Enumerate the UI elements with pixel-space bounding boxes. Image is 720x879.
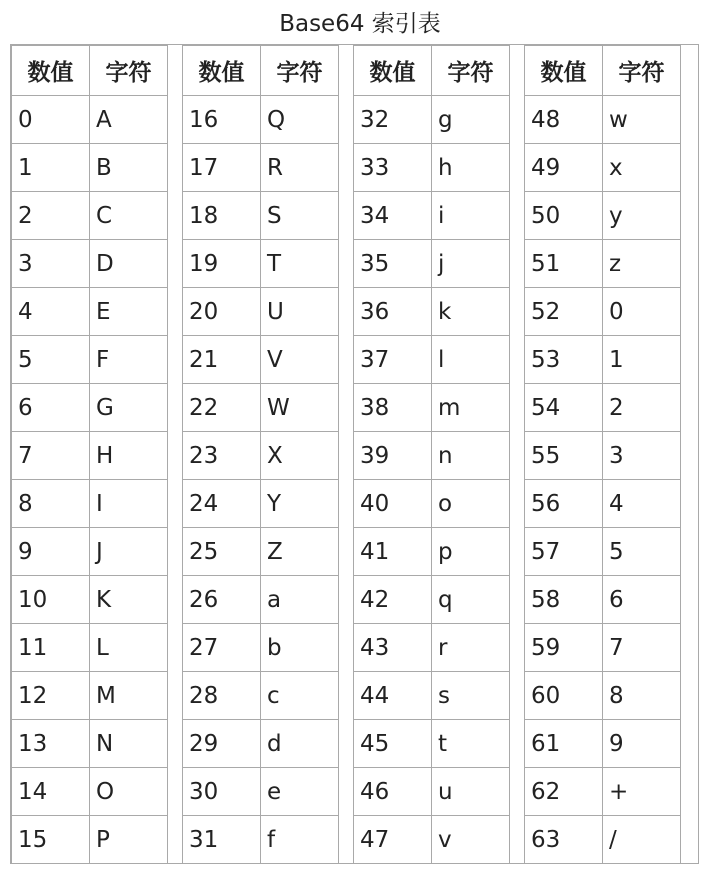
value-cell: 62 [524,767,603,816]
value-cell: 12 [11,671,90,720]
table-row [524,815,680,863]
header-value: 数值 [11,45,90,96]
value-cell: 41 [353,527,432,576]
table-row [182,383,338,431]
table-row [524,527,680,575]
table-row [353,191,509,239]
char-cell: m [431,383,510,432]
char-cell: q [431,575,510,624]
char-cell: + [602,767,681,816]
table-row [182,431,338,479]
value-cell: 29 [182,719,261,768]
table-row [182,575,338,623]
char-cell: L [89,623,168,672]
char-cell: / [602,815,681,864]
value-cell: 18 [182,191,261,240]
char-cell: 9 [602,719,681,768]
table-row [524,383,680,431]
char-cell: B [89,143,168,192]
header-row [353,45,509,95]
table-row [182,527,338,575]
header-row [182,45,338,95]
char-cell: z [602,239,681,288]
value-cell: 56 [524,479,603,528]
table-row [182,623,338,671]
value-cell: 19 [182,239,261,288]
value-cell: 17 [182,143,261,192]
base64-index-table [10,44,699,864]
table-row [353,95,509,143]
value-cell: 47 [353,815,432,864]
value-cell: 27 [182,623,261,672]
table-row [182,815,338,863]
value-cell: 11 [11,623,90,672]
char-cell: J [89,527,168,576]
column-group [11,45,167,863]
table-row [353,335,509,383]
value-cell: 33 [353,143,432,192]
value-cell: 13 [11,719,90,768]
value-cell: 25 [182,527,261,576]
table-row [11,95,167,143]
char-cell: S [260,191,339,240]
value-cell: 22 [182,383,261,432]
value-cell: 45 [353,719,432,768]
char-cell: i [431,191,510,240]
table-row [182,239,338,287]
char-cell: Z [260,527,339,576]
header-char: 字符 [89,45,168,96]
column-group [524,45,680,863]
char-cell: l [431,335,510,384]
char-cell: A [89,95,168,144]
value-cell: 50 [524,191,603,240]
table-row [11,815,167,863]
value-cell: 39 [353,431,432,480]
char-cell: w [602,95,681,144]
char-cell: E [89,287,168,336]
table-row [182,479,338,527]
table-row [524,191,680,239]
table-row [353,527,509,575]
header-value: 数值 [182,45,261,96]
value-cell: 23 [182,431,261,480]
header-char: 字符 [431,45,510,96]
table-grid [11,45,698,863]
char-cell: k [431,287,510,336]
char-cell: e [260,767,339,816]
char-cell: C [89,191,168,240]
char-cell: V [260,335,339,384]
char-cell: R [260,143,339,192]
value-cell: 60 [524,671,603,720]
char-cell: U [260,287,339,336]
char-cell: H [89,431,168,480]
table-row [11,335,167,383]
char-cell: D [89,239,168,288]
table-row [524,335,680,383]
char-cell: 2 [602,383,681,432]
table-row [182,671,338,719]
table-row [353,239,509,287]
table-row [524,287,680,335]
header-row [524,45,680,95]
char-cell: v [431,815,510,864]
table-row [11,287,167,335]
table-row [11,479,167,527]
char-cell: 1 [602,335,681,384]
value-cell: 36 [353,287,432,336]
table-row [11,719,167,767]
table-row [11,431,167,479]
value-cell: 32 [353,95,432,144]
table-row [524,239,680,287]
char-cell: T [260,239,339,288]
char-cell: p [431,527,510,576]
value-cell: 9 [11,527,90,576]
value-cell: 53 [524,335,603,384]
table-row [353,815,509,863]
value-cell: 14 [11,767,90,816]
table-row [11,623,167,671]
table-row [11,143,167,191]
value-cell: 7 [11,431,90,480]
value-cell: 57 [524,527,603,576]
header-row [11,45,167,95]
table-row [182,143,338,191]
char-cell: Y [260,479,339,528]
table-row [11,383,167,431]
table-row [524,479,680,527]
table-row [524,767,680,815]
char-cell: P [89,815,168,864]
value-cell: 24 [182,479,261,528]
table-row [353,719,509,767]
table-row [353,623,509,671]
table-row [353,431,509,479]
char-cell: r [431,623,510,672]
char-cell: X [260,431,339,480]
char-cell: y [602,191,681,240]
table-row [11,575,167,623]
value-cell: 58 [524,575,603,624]
table-caption: Base64 索引表 [279,11,441,37]
table-row [524,95,680,143]
table-row [182,719,338,767]
value-cell: 30 [182,767,261,816]
table-row [182,95,338,143]
value-cell: 51 [524,239,603,288]
table-row [11,239,167,287]
value-cell: 31 [182,815,261,864]
value-cell: 54 [524,383,603,432]
char-cell: G [89,383,168,432]
table-row [182,335,338,383]
value-cell: 55 [524,431,603,480]
value-cell: 59 [524,623,603,672]
header-value: 数值 [353,45,432,96]
char-cell: d [260,719,339,768]
value-cell: 61 [524,719,603,768]
table-row [353,575,509,623]
char-cell: u [431,767,510,816]
char-cell: 5 [602,527,681,576]
value-cell: 6 [11,383,90,432]
value-cell: 43 [353,623,432,672]
char-cell: W [260,383,339,432]
char-cell: Q [260,95,339,144]
value-cell: 4 [11,287,90,336]
value-cell: 15 [11,815,90,864]
char-cell: a [260,575,339,624]
value-cell: 8 [11,479,90,528]
table-row [182,287,338,335]
header-char: 字符 [602,45,681,96]
header-value: 数值 [524,45,603,96]
value-cell: 20 [182,287,261,336]
char-cell: t [431,719,510,768]
value-cell: 5 [11,335,90,384]
table-row [11,527,167,575]
char-cell: b [260,623,339,672]
value-cell: 3 [11,239,90,288]
value-cell: 10 [11,575,90,624]
header-char: 字符 [260,45,339,96]
table-row [353,767,509,815]
char-cell: 8 [602,671,681,720]
value-cell: 21 [182,335,261,384]
value-cell: 48 [524,95,603,144]
value-cell: 49 [524,143,603,192]
value-cell: 52 [524,287,603,336]
column-group [353,45,509,863]
value-cell: 35 [353,239,432,288]
char-cell: 0 [602,287,681,336]
value-cell: 0 [11,95,90,144]
table-row [353,143,509,191]
char-cell: h [431,143,510,192]
table-row [353,671,509,719]
char-cell: o [431,479,510,528]
char-cell: c [260,671,339,720]
char-cell: 4 [602,479,681,528]
table-row [353,479,509,527]
char-cell: 6 [602,575,681,624]
char-cell: g [431,95,510,144]
value-cell: 26 [182,575,261,624]
value-cell: 2 [11,191,90,240]
char-cell: j [431,239,510,288]
table-row [11,767,167,815]
table-row [524,575,680,623]
value-cell: 1 [11,143,90,192]
table-row [353,287,509,335]
value-cell: 44 [353,671,432,720]
char-cell: 7 [602,623,681,672]
char-cell: K [89,575,168,624]
table-row [524,719,680,767]
table-row [524,431,680,479]
char-cell: F [89,335,168,384]
char-cell: s [431,671,510,720]
char-cell: n [431,431,510,480]
char-cell: 3 [602,431,681,480]
char-cell: M [89,671,168,720]
char-cell: x [602,143,681,192]
value-cell: 34 [353,191,432,240]
table-row [11,671,167,719]
char-cell: O [89,767,168,816]
value-cell: 40 [353,479,432,528]
value-cell: 46 [353,767,432,816]
table-row [524,623,680,671]
table-row [11,191,167,239]
column-group [182,45,338,863]
char-cell: I [89,479,168,528]
value-cell: 28 [182,671,261,720]
value-cell: 42 [353,575,432,624]
table-row [353,383,509,431]
value-cell: 16 [182,95,261,144]
value-cell: 38 [353,383,432,432]
value-cell: 37 [353,335,432,384]
table-row [524,143,680,191]
table-row [182,191,338,239]
char-cell: f [260,815,339,864]
value-cell: 63 [524,815,603,864]
table-row [524,671,680,719]
char-cell: N [89,719,168,768]
table-row [182,767,338,815]
